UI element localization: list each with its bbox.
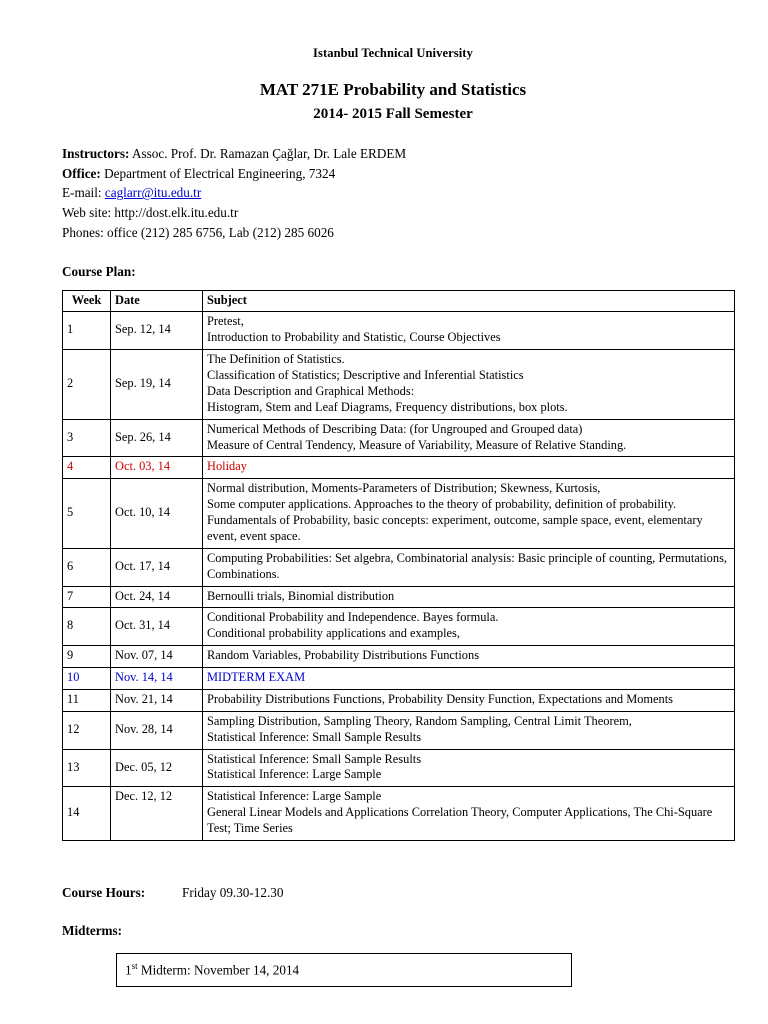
cell-subject: Computing Probabilities: Set algebra, Combinatorial analysis: Basic principle of counting, Permutations, Combinations. [203, 548, 735, 586]
cell-week: 12 [63, 711, 111, 749]
email-line [62, 184, 724, 203]
cell-subject: MIDTERM EXAM [203, 668, 735, 690]
cell-week: 7 [63, 586, 111, 608]
cell-date: Nov. 14, 14 [111, 668, 203, 690]
midterms-label: Midterms: [62, 922, 123, 938]
table-row [63, 312, 735, 350]
cell-week: 9 [63, 646, 111, 668]
cell-subject: Conditional Probability and Independence. Bayes formula. Conditional probability applications and examples, [203, 608, 735, 646]
office-label: Office: [62, 165, 101, 181]
cell-date: Oct. 24, 14 [111, 586, 203, 608]
table-row [63, 646, 735, 668]
cell-week: 10 [63, 668, 111, 690]
cell-week: 2 [63, 350, 111, 420]
course-plan-label: Course Plan: [62, 263, 136, 279]
cell-date: Sep. 26, 14 [111, 419, 203, 457]
midterm-ordinal-number: 1 [125, 962, 132, 978]
table-row [63, 689, 735, 711]
midterm-ordinal-suffix: st [131, 960, 138, 971]
table-row [63, 350, 735, 420]
cell-date: Dec. 05, 12 [111, 749, 203, 787]
cell-subject: Holiday [203, 457, 735, 479]
instructors-line [62, 145, 724, 164]
header-week: Week [63, 290, 111, 312]
table-row [63, 668, 735, 690]
table-header-row [63, 290, 735, 312]
course-hours-value: Friday 09.30-12.30 [182, 884, 284, 900]
cell-subject: The Definition of Statistics. Classification of Statistics; Descriptive and Inferential Statistics Data Description and Graphical Methods: Histogram, Stem and Leaf Diagrams, Frequency distributions, box plots. [203, 350, 735, 420]
email-link[interactable]: caglarr@itu.edu.tr [104, 185, 202, 201]
instructors-value: Assoc. Prof. Dr. Ramazan Çağlar, Dr. Lale ERDEM [129, 145, 407, 161]
office-value: Department of Electrical Engineering, 7324 [100, 165, 336, 181]
phones-line: Phones: office (212) 285 6756, Lab (212) 285 6026 [62, 224, 334, 240]
cell-subject: Numerical Methods of Describing Data: (for Ungrouped and Grouped data) Measure of Central Tendency, Measure of Variability, Measure of Relative Standing. [203, 419, 735, 457]
instructors-label: Instructors: [62, 145, 130, 161]
cell-subject: Random Variables, Probability Distributions Functions [203, 646, 735, 668]
cell-subject: Probability Distributions Functions, Probability Density Function, Expectations and Moments [203, 689, 735, 711]
course-hours-row [62, 885, 724, 901]
cell-week: 1 [63, 312, 111, 350]
cell-week: 14 [63, 787, 111, 841]
header-subject: Subject [203, 290, 735, 312]
cell-subject: Sampling Distribution, Sampling Theory, Random Sampling, Central Limit Theorem, Statistical Inference: Small Sample Results [203, 711, 735, 749]
cell-date: Oct. 03, 14 [111, 457, 203, 479]
table-row [63, 419, 735, 457]
cell-week: 5 [63, 479, 111, 549]
cell-date: Nov. 21, 14 [111, 689, 203, 711]
cell-date: Nov. 28, 14 [111, 711, 203, 749]
course-hours-label: Course Hours: [62, 884, 146, 900]
cell-date: Dec. 12, 12 [111, 787, 203, 841]
table-row [63, 457, 735, 479]
cell-subject: Normal distribution, Moments-Parameters of Distribution; Skewness, Kurtosis, Some computer applications. Approaches to the theory of probability, definition of probability. Fundamentals of Probability, basic concepts: experiment, outcome, sample space, event, elementary event, event space. [203, 479, 735, 549]
course-title: MAT 271E Probability and Statistics [259, 80, 527, 99]
cell-date: Sep. 19, 14 [111, 350, 203, 420]
course-plan-table [62, 290, 735, 841]
table-row [63, 749, 735, 787]
cell-date: Sep. 12, 14 [111, 312, 203, 350]
table-row [63, 608, 735, 646]
midterm-text: Midterm: November 14, 2014 [137, 962, 300, 978]
table-row [63, 479, 735, 549]
cell-subject: Statistical Inference: Small Sample Results Statistical Inference: Large Sample [203, 749, 735, 787]
course-info-block [62, 145, 724, 243]
cell-date: Oct. 17, 14 [111, 548, 203, 586]
cell-date: Oct. 10, 14 [111, 479, 203, 549]
cell-week: 13 [63, 749, 111, 787]
university-name: Istanbul Technical University [313, 46, 473, 60]
email-label: E-mail: [62, 185, 105, 201]
table-row [63, 711, 735, 749]
cell-week: 4 [63, 457, 111, 479]
table-row [63, 586, 735, 608]
website-line: Web site: http://dost.elk.itu.edu.tr [62, 205, 239, 221]
cell-week: 6 [63, 548, 111, 586]
midterm-box [116, 953, 572, 987]
header-date: Date [111, 290, 203, 312]
cell-subject: Pretest, Introduction to Probability and Statistic, Course Objectives [203, 312, 735, 350]
table-row [63, 787, 735, 841]
office-line [62, 165, 724, 184]
cell-subject: Statistical Inference: Large Sample General Linear Models and Applications Correlation Theory, Computer Applications, The Chi-Square Test; Time Series [203, 787, 735, 841]
semester-subtitle: 2014- 2015 Fall Semester [313, 105, 473, 122]
cell-subject: Bernoulli trials, Binomial distribution [203, 586, 735, 608]
cell-week: 11 [63, 689, 111, 711]
cell-date: Nov. 07, 14 [111, 646, 203, 668]
cell-date: Oct. 31, 14 [111, 608, 203, 646]
cell-week: 3 [63, 419, 111, 457]
cell-week: 8 [63, 608, 111, 646]
table-row [63, 548, 735, 586]
